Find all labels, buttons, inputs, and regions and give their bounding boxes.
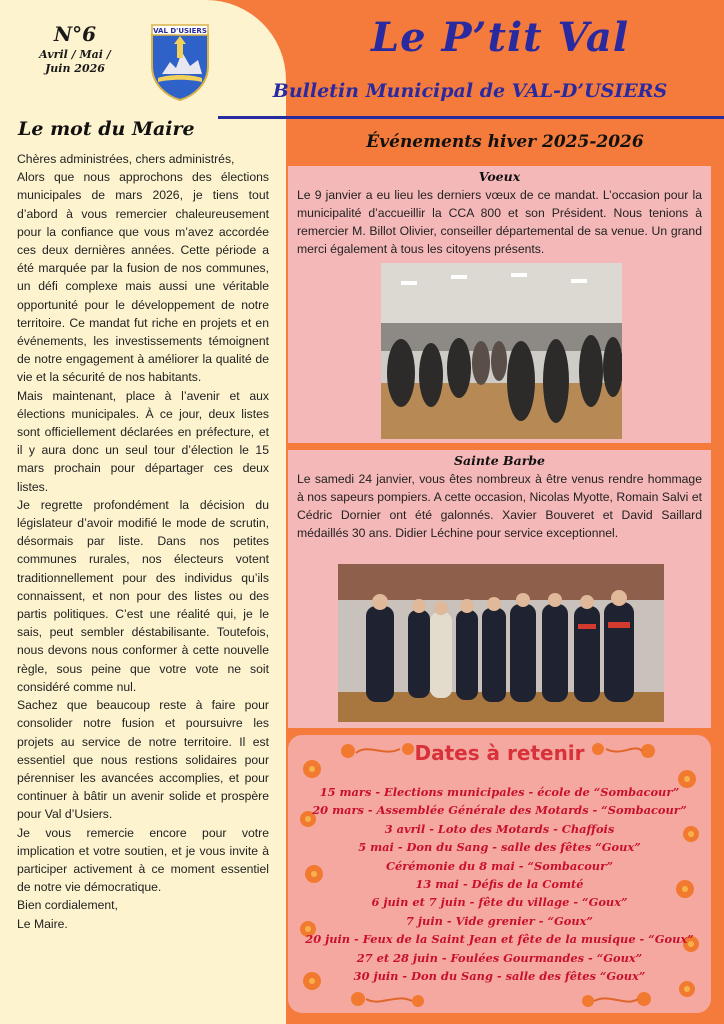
- mayor-column: [0, 0, 286, 1024]
- list-item: 6 juin et 7 juin - fête du village - “Goux”: [371, 895, 628, 910]
- list-item: 7 juin - Vide grenier - “Goux”: [406, 913, 593, 928]
- list-item: 20 mars - Assemblée Générale des Motards - “Sombacour”: [312, 803, 687, 818]
- mayor-paragraph: Je regrette profondément la décision du législateur d’avoir modifié le mode de scrutin, désormais par liste. Dans nos petites communes rurales, nos électeurs votent traditionnellement pour des individus qu’ils connaissent, et non pour des listes ou des partis politiques. C’est une réalité qui, je le sais, peut sembler déstabilisante. Toutefois, nous devons nous conformer à cette nouvelle règle, sous peine que votre vote ne soit considéré comme nul.: [17, 497, 269, 694]
- event-text-sainte-barbe: Le samedi 24 janvier, vous êtes nombreux à être venus rendre hommage à nos sapeurs pompiers. A cette occasion, Nicolas Myotte, Romain Salvi et Cédric Dornier ont été galonnés. Xavier Bouveret et David Saillard médaillés 30 ans. Didier Léchine pour service exceptionnel.: [297, 472, 702, 540]
- issue-number: N°6: [53, 22, 97, 46]
- list-item: 30 juin - Don du Sang - salle des fêtes “Goux”: [353, 969, 646, 984]
- mayor-word-text: [17, 150, 269, 933]
- event-text-voeux: Le 9 janvier a eu lieu les derniers vœux de ce mandat. L’occasion pour la municipalité d’accueillir la CCA 800 et son Président. Nous tenions à remercier M. Billot Olivier, conseiller départemental de sa venue. Un grand merci également à tous les citoyens présents.: [297, 188, 702, 256]
- event-card-sainte-barbe: [288, 450, 711, 728]
- bulletin-title: Le P’tit Val: [370, 14, 630, 61]
- issue-info: [30, 22, 120, 76]
- crowd-hall-image-icon: [381, 263, 622, 439]
- list-item: 20 juin - Feux de la Saint Jean et fête de la musique - “Goux”: [305, 932, 694, 947]
- dates-title: Dates à retenir: [414, 741, 585, 765]
- list-item: 15 mars - Elections municipales - école de “Sombacour”: [319, 785, 680, 799]
- crest-label: VAL D'USIERS: [153, 27, 207, 35]
- sainte-barbe-photo: [338, 564, 664, 722]
- list-item: 5 mai - Don du Sang - salle des fêtes “Goux”: [358, 840, 641, 855]
- firefighters-group-image-icon: [338, 564, 664, 722]
- events-title: Événements hiver 2025-2026: [366, 132, 644, 152]
- mayor-paragraph: Le Maire.: [17, 916, 68, 931]
- event-title-sainte-barbe: Sainte Barbe: [454, 453, 545, 468]
- event-title-voeux: Voeux: [478, 169, 521, 184]
- list-item: Cérémonie du 8 mai - “Sombacour”: [385, 858, 614, 873]
- dates-to-remember: [288, 735, 711, 1013]
- bulletin-subtitle: Bulletin Municipal de VAL-D’USIERS: [272, 80, 668, 102]
- mayor-word-title: Le mot du Maire: [18, 118, 195, 140]
- list-item: 3 avril - Loto des Motards - Chaffois: [384, 821, 615, 836]
- mayor-paragraph: Bien cordialement,: [17, 898, 118, 913]
- mayor-paragraph: Je vous remercie encore pour votre implication et votre soutien, et je vous invite à participer activement à ce moment essentiel de notre vie démocratique.: [17, 825, 269, 895]
- header-divider: [218, 116, 724, 119]
- mayor-paragraph: Alors que nous approchons des élections municipales de mars 2026, je tiens tout d’abord à vous remercier chaleureusement pour la confiance que vous m’avez accordée ces deux dernières années. Cette période a été marquée par la fusion de nos communes, un défi complexe mais aussi une véritable opportunité pour le développement de notre territoire. Ce mandat fut riche en projets et en événements, les investissements témoignent de notre engagement à améliorer la qualité de vie et la sécurité de nos habitants.: [17, 170, 269, 385]
- mayor-paragraph: Chères administrées, chers administrés,: [17, 152, 235, 166]
- mayor-paragraph: Mais maintenant, place à l’avenir et aux élections municipales. À ce jour, deux listes sont officiellement déclarées en préfecture, et il y aura donc un seul tour d’élection le 15 mars prochain pour départager ces deux listes.: [17, 388, 269, 494]
- event-card-voeux: [288, 166, 711, 443]
- list-item: 13 mai - Défis de la Comté: [415, 877, 584, 892]
- mayor-paragraph: Sachez que beaucoup reste à faire pour consolider notre fusion et poursuivre les projets au service de notre territoire. Il est essentiel que nous restions solidaires pour pérenniser les avancées accomplies, et pour continuer à bâtir un avenir solide et prospère pour Val d’Usiers.: [17, 698, 269, 822]
- issue-months: Avril / Mai / Juin 2026: [39, 48, 111, 75]
- town-crest: [148, 22, 212, 102]
- list-item: 27 et 28 juin - Foulées Gourmandes - “Goux”: [356, 950, 643, 965]
- voeux-photo: [381, 263, 622, 439]
- crest-shield-icon: [148, 22, 212, 102]
- flower-border-bottom-icon: [328, 983, 671, 1013]
- dates-list: [302, 783, 697, 985]
